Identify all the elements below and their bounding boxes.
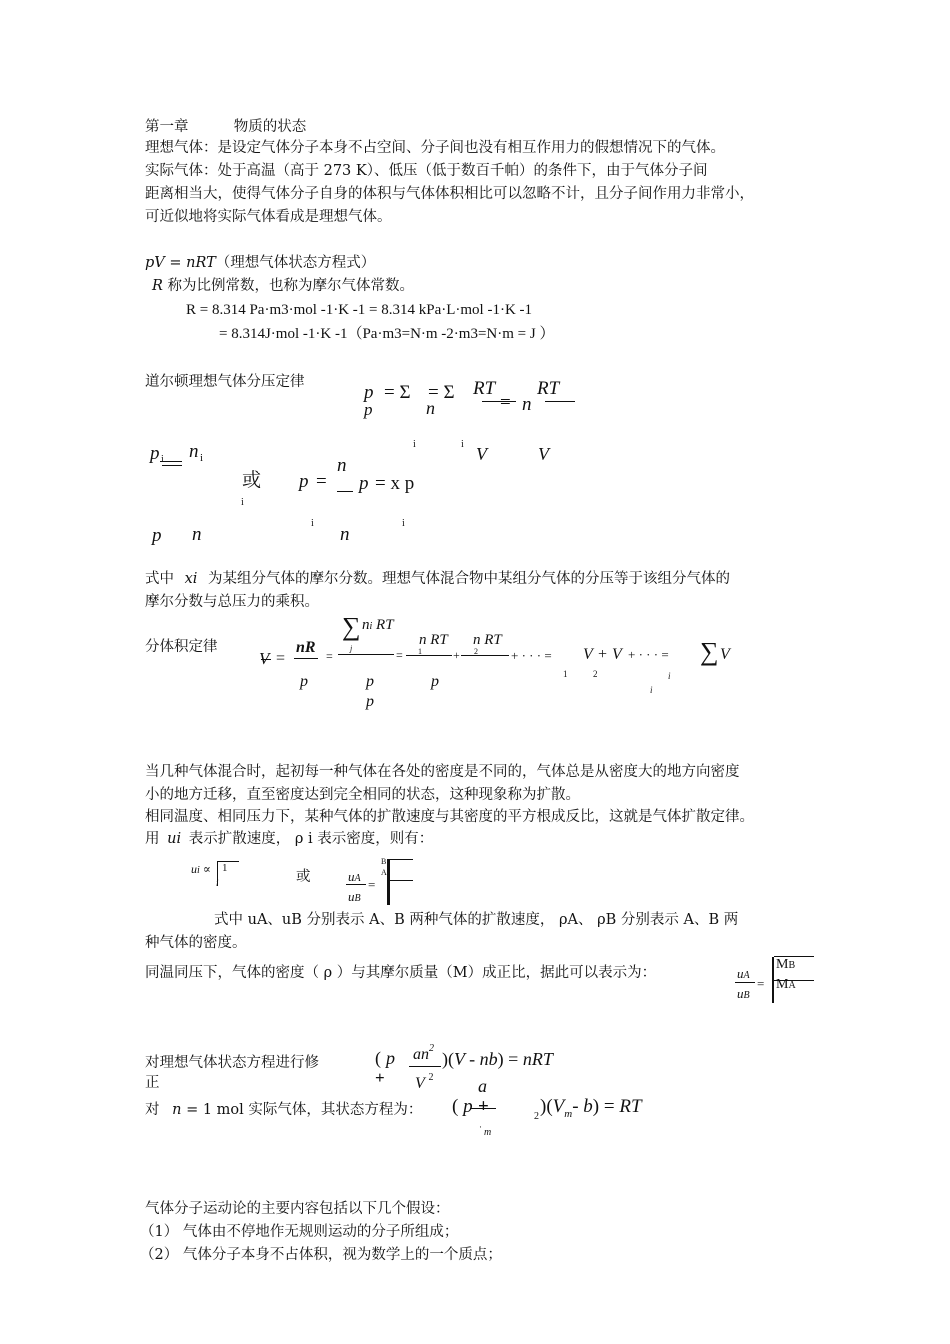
eos-label: （理想气体状态方程式） [215,255,376,271]
graham-l2-b: 表示扩散速度， [188,831,291,847]
where-line-2: 种气体的密度。 [145,935,247,951]
graham-law-line-2 [145,829,433,849]
mole-frac-l1: 为某组分气体的摩尔分数。理想气体混合物中某组分气体的分压等于该组分气体的 [208,571,731,587]
real-gas-eq-line [145,1100,422,1120]
vdw-intro-line-2: 正 [145,1075,160,1091]
real-gas-line-2: 距离相当大，使得气体分子自身的体积与气体体积相比可以忽略不计，且分子间作用力非常小， [145,186,754,202]
real-eq-mid: = 1 mol 实际气体，其状态方程为： [186,1102,423,1118]
chapter-title: 物质的状态 [233,119,307,135]
gas-constant-value-1: R = 8.314 Pa·m3·mol -1·K -1 = 8.314 kPa·L·mol -1·K -1 [186,302,533,318]
hypothesis-1: （1） 气体由不停地作无规则运动的分子所组成； [140,1224,459,1240]
graham-l2-a: 用 [145,831,160,847]
dalton-law-title: 道尔顿理想气体分压定律 [145,374,305,390]
partial-volume-title: 分体积定律 [145,639,218,655]
real-gas-line-3: 可近似地将实际气体看成是理想气体。 [145,209,392,225]
diffusion-line-1: 当几种气体混合时，起初每一种气体在各处的密度是不同的，气体总是从密度大的地方向密度 [145,764,740,780]
gas-constant-value-2: = 8.314J·mol -1·K -1（Pa·m3=N·m -2·m3=N·m = J ） [219,326,555,342]
mole-frac-sym: xi [184,571,198,587]
eos-formula: pV = nRT [145,255,216,271]
gas-constant-description [152,276,414,296]
real-gas-line-1: 实际气体：处于高温（高于 273 K）、低压（低于数百千帕）的条件下，由于气体分子间 [145,163,708,179]
vdw-intro-line-1: 对理想气体状态方程进行修 [145,1055,319,1071]
graham-l2-c: ρ i 表示密度，则有： [294,831,434,847]
diffusion-line-2: 小的地方迁移，直至密度达到完全相同的状态，这种现象称为扩散。 [145,787,580,803]
dalton-or: 或 [242,469,262,491]
hypothesis-2: （2） 气体分子本身不占体积，视为数学上的一个质点； [140,1247,502,1263]
real-eq-n: n [172,1102,182,1118]
real-eq-pre: 对 [145,1102,160,1118]
document-page: 第一章 物质的状态 理想气体：是设定气体分子本身不占空间、分子间也没有相互作用力的假想情况下的气体。 实际气体：处于高温（高于 273 K）、低压（低于数百千帕）的条件下，由于气体分子间 距离相当大，使得气体分子自身的体积与气体体积相比可以忽略不计，且分子间作用力非常小， 可近似地将实际气体看成是理想气体。 pV = nRT（理想气体状态方程式） R 称为比例常数，也称为摩尔气体常数。 R = 8.314 Pa·m3·mol -1·K -1 = 8.314 kPa·L·mol -1·K -1 = 8.314J·mol -1·K -1（Pa·m3=N·m -2·m3=N·m = J ） 道尔顿理想气体分压定律 p = Σ p = Σ n RT = n RT i i V V p i n i p n 或 i p = n p = x p i i n 式中 xi 为某组分气体的摩尔分数。理想气体混合物中某组分气体的分压等于该组分气体的 摩尔分数与总压力的乘积。 分体积定律 ∑ ni RT j V = nR = = n RT 1 + n RT 2 + · · · = V + V + · · · = ∑ V 1 2 i i p p p p 当几种气体混合时，起初每一种气体在各处的密度是不同的，气体总是从密度大的地方向密度 小的地方迁移，直至密度达到完全相同的状态，这种现象称为扩散。 相同温度、相同压力下，某种气体的扩散速度与其密度的平方根成反比，这就是气体扩散定律。 用 ui 表示扩散速度， ρ i 表示密度，则有： ui ∝ 1 i 或 uA uB = B A 式中 uA、uB 分别表示 A、B 两种气体的扩散速度， ρA、 ρB 分别表示 A、B 两 种气体的密度。 同温同压下，气体的密度（ ρ ）与其摩尔质量（M）成正比，据此可以表示为： uA uB = MB MA 对理想气体状态方程进行修 正 ( p + $an^2$ V $^2$ )(V - nb) = nRT 对 n = 1 mol 实际气体，其状态方程为： a ( p + · m 2 )($V_m-$ b) = RT 气体分子运动论的主要内容包括以下几个假设： （1） 气体由不停地作无规则运动的分子所组成； （2） 气体分子本身不占体积，视为数学上的一个质点； [0,0,950,1344]
chapter-heading [145,117,306,137]
kinetic-theory-title: 气体分子运动论的主要内容包括以下几个假设： [145,1201,450,1217]
r-symbol: R [152,278,163,294]
r-desc: 称为比例常数，也称为摩尔气体常数。 [167,278,415,294]
graham-or: 或 [296,869,311,885]
mole-frac-pre: 式中 [145,571,174,587]
graham-l2-sym: ui [167,831,182,847]
mole-fraction-line-2: 摩尔分数与总压力的乘积。 [145,594,319,610]
density-molar-mass-line: 同温同压下，气体的密度（ ρ ）与其摩尔质量（M）成正比，据此可以表示为： [145,965,657,981]
mole-fraction-line-1 [145,569,730,589]
ideal-gas-equation [145,253,375,273]
chapter-number: 第一章 [145,119,189,135]
where-line-1: 式中 uA、uB 分别表示 A、B 两种气体的扩散速度， ρA、 ρB 分别表示 A、B 两 [214,912,739,928]
graham-law-line-1: 相同温度、相同压力下，某种气体的扩散速度与其密度的平方根成反比，这就是气体扩散定律。 [145,809,754,825]
ideal-gas-definition: 理想气体：是设定气体分子本身不占空间、分子间也没有相互作用力的假想情况下的气体。 [145,140,725,156]
